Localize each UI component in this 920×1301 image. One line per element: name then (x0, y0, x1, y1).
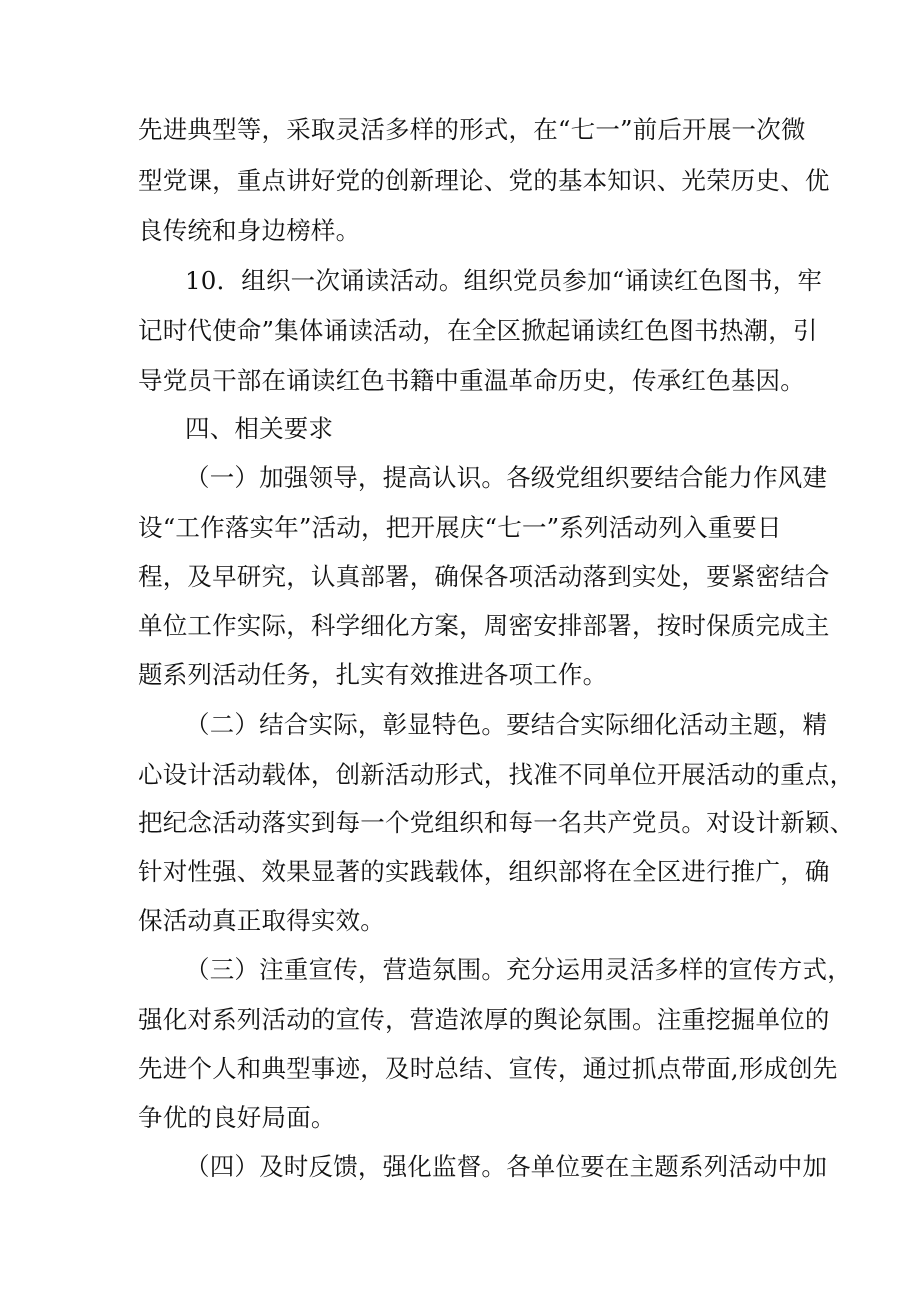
body-text-line: 程，及早研究，认真部署，确保各项活动落到实处，要紧密结合 (138, 562, 830, 591)
paragraph-start-line: （三）注重宣传，营造氛围。充分运用灵活多样的宣传方式， (185, 955, 852, 984)
body-text-line: 导党员干部在诵读红色书籍中重温革命历史，传承红色基因。 (138, 366, 805, 395)
body-text-line: 把纪念活动落实到每一个党组织和每一名共产党员。对设计新颖、 (138, 808, 855, 837)
paragraph-start-line: 10．组织一次诵读活动。组织党员参加“诵读红色图书，牢 (185, 266, 823, 295)
body-text-line: 针对性强、效果显著的实践载体，组织部将在全区进行推广，确 (138, 857, 830, 886)
body-text-line: 良传统和身边榜样。 (138, 216, 361, 245)
body-text-line: 保活动真正取得实效。 (138, 906, 385, 935)
body-text-line: 先进个人和典型事迹，及时总结、宣传，通过抓点带面,形成创先 (138, 1054, 838, 1083)
section-heading: 四、相关要求 (185, 414, 334, 443)
body-text-line: 题系列活动任务，扎实有效推进各项工作。 (138, 660, 608, 689)
body-text-line: 设“工作落实年”活动，把开展庆“七一”系列活动列入重要日 (138, 513, 782, 542)
body-text-line: 强化对系列活动的宣传，营造浓厚的舆论氛围。注重挖掘单位的 (138, 1005, 830, 1034)
body-text-line: 心设计活动载体，创新活动形式，找准不同单位开展活动的重点， (138, 760, 855, 789)
body-text-line: 记时代使命”集体诵读活动，在全区掀起诵读红色图书热潮，引 (138, 316, 818, 345)
body-text-line: 争优的良好局面。 (138, 1103, 336, 1132)
paragraph-start-line: （四）及时反馈，强化监督。各单位要在主题系列活动中加 (185, 1152, 828, 1181)
body-text-line: 先进典型等，采取灵活多样的形式，在“七一”前后开展一次微 (138, 115, 806, 144)
paragraph-start-line: （二）结合实际，彰显特色。要结合实际细化活动主题，精 (185, 710, 828, 739)
paragraph-start-line: （一）加强领导，提高认识。各级党组织要结合能力作风建 (185, 463, 828, 492)
body-text-line: 型党课，重点讲好党的创新理论、党的基本知识、光荣历史、优 (138, 166, 830, 195)
body-text-line: 单位工作实际，科学细化方案，周密安排部署，按时保质完成主 (138, 611, 830, 640)
